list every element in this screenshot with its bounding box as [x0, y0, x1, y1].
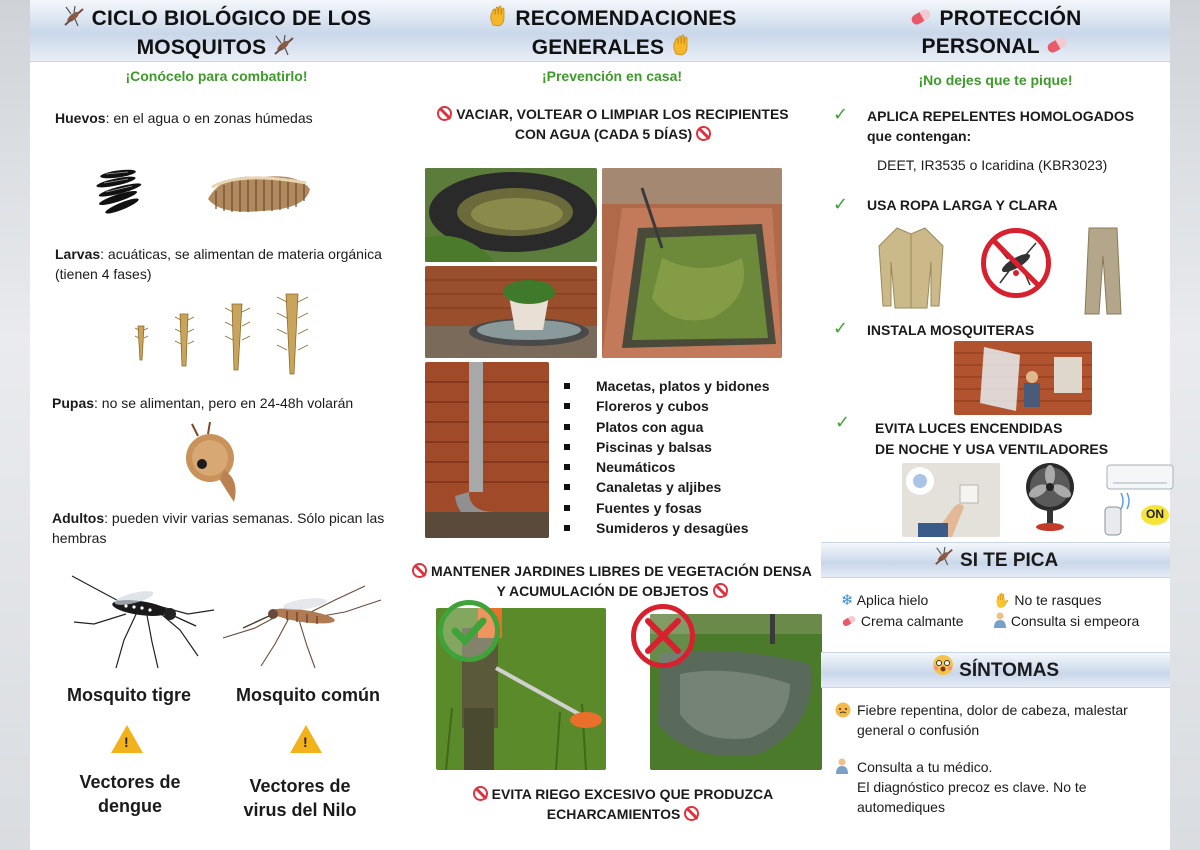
container-list-item: Neumáticos [564, 457, 814, 477]
snowflake-icon: ❄ [841, 592, 854, 609]
recommendations-column [403, 0, 821, 850]
light-switch-photo [902, 463, 1000, 537]
fan-image [1022, 461, 1078, 533]
recommendations-subtitle: ¡Prevención en casa! [541, 68, 683, 84]
adults-description: Adultos: pueden vivir varias semanas. Sólo pican las hembras [52, 510, 385, 546]
larvae-stages-image [122, 290, 312, 378]
long-shirt-image [877, 222, 945, 310]
flowerpot-plate-photo [425, 266, 597, 358]
personal-protection-subtitle: ¡No dejes que te pique! [918, 72, 1073, 88]
container-list-item: Macetas, platos y bidones [564, 376, 814, 396]
pill-icon [841, 612, 857, 632]
prohibited-icon [437, 106, 452, 121]
incorrect-cross-icon [631, 604, 695, 668]
prohibited-icon [684, 806, 699, 821]
prohibited-icon [412, 563, 427, 578]
bite-advice-cream: Crema calmante [841, 611, 1001, 632]
dizzy-face-icon [932, 653, 954, 689]
personal-protection-column [821, 0, 1170, 850]
mosquito-icon [933, 543, 955, 579]
eggs-image [88, 160, 160, 220]
correct-check-icon [438, 600, 500, 662]
raised-hand-icon [670, 34, 692, 63]
no-mosquito-icon [981, 228, 1051, 298]
tiger-mosquito-image [68, 570, 218, 670]
mosquito-net-heading: INSTALA MOSQUITERAS [867, 322, 1035, 338]
tiger-mosquito-label: Mosquito tigre [67, 685, 191, 705]
eggs-description: Huevos: en el agua o en zonas húmedas [55, 110, 313, 126]
life-cycle-column [30, 0, 403, 850]
see-doctor-advice: Consulta a tu médico. El diagnóstico precoz es clave. No te automediques [857, 759, 1087, 815]
larvae-description: Larvas: acuáticas, se alimentan de materia orgánica (tienen 4 fases) [55, 246, 382, 282]
doctor-icon [835, 758, 855, 779]
common-mosquito-image [215, 580, 385, 670]
life-cycle-title: CICLO BIOLÓGICO DE LOS MOSQUITOS [30, 5, 403, 63]
container-list-item: Piscinas y balsas [564, 437, 814, 457]
empty-containers-heading: VACIAR, VOLTEAR O LIMPIAR LOS RECIPIENTES CON AGUA (CADA 5 DÍAS) [413, 104, 813, 144]
air-conditioner-remote-image [1101, 463, 1177, 539]
recommendations-title: RECOMENDACIONES GENERALES [403, 5, 821, 63]
gutter-downspout-photo [425, 362, 549, 538]
container-list [564, 376, 814, 538]
lights-heading: EVITA LUCES ENCENDIDAS DE NOCHE Y USA VENTILADORES [875, 420, 1109, 457]
warning-icon: ! [111, 725, 143, 753]
hand-icon: ✋ [993, 592, 1011, 608]
tire-with-water-photo [425, 168, 597, 262]
pill-icon [1045, 34, 1069, 61]
infographic-page [30, 0, 1170, 850]
symptoms-title: SÍNTOMAS [959, 660, 1060, 682]
life-cycle-subtitle: ¡Conócelo para combatirlo! [125, 68, 308, 84]
irrigation-heading: EVITA RIEGO EXCESIVO QUE PRODUZCA ECHARCAMIENTOS [433, 784, 813, 824]
pill-icon [909, 6, 933, 33]
checkmark-icon: ✓ [833, 318, 849, 338]
checkmark-icon: ✓ [833, 104, 849, 124]
warning-icon: ! [290, 725, 322, 753]
if-bitten-header [821, 542, 1170, 578]
container-list-item: Canaletas y aljibes [564, 477, 814, 497]
bite-advice-consult: Consulta si empeora [993, 611, 1169, 633]
container-list-item: Floreros y cubos [564, 396, 814, 416]
personal-protection-title: PROTECCIÓN PERSONAL [821, 5, 1170, 61]
pupa-image [180, 420, 250, 506]
long-trousers-image [1083, 226, 1123, 316]
container-list-item: Platos con agua [564, 417, 814, 437]
mosquito-icon [62, 5, 86, 34]
clothing-heading: USA ROPA LARGA Y CLARA [867, 197, 1058, 213]
repellent-heading: APLICA REPELENTES HOMOLOGADOS que contengan: [867, 108, 1135, 144]
feverish-face-icon [835, 702, 855, 723]
garden-heading: MANTENER JARDINES LIBRES DE VEGETACIÓN DENSA Y ACUMULACIÓN DE OBJETOS [403, 561, 821, 601]
window-screen-photo [954, 341, 1092, 415]
if-bitten-title: SI TE PICA [960, 550, 1059, 572]
common-mosquito-label: Mosquito común [236, 685, 380, 705]
recommendations-header [403, 0, 821, 62]
raised-hand-icon [487, 5, 509, 34]
on-label: ON [1146, 507, 1164, 521]
pupae-description: Pupas: no se alimentan, pero en 24-48h volarán [52, 395, 354, 411]
tiger-vector-label: Vectores de dengue [79, 772, 181, 816]
checkmark-icon: ✓ [835, 412, 851, 432]
prohibited-icon [473, 786, 488, 801]
personal-protection-header [821, 0, 1170, 62]
bite-advice-no-scratch: ✋ No te rasques [993, 592, 1102, 608]
egg-raft-image [202, 165, 314, 221]
container-list-item: Sumideros y desagües [564, 518, 814, 538]
container-list-item: Fuentes y fosas [564, 498, 814, 518]
common-vector-label: Vectores de virus del Nilo [243, 776, 357, 820]
dirty-pool-photo [602, 168, 782, 358]
doctor-icon [993, 612, 1007, 633]
prohibited-icon [713, 583, 728, 598]
prohibited-icon [696, 126, 711, 141]
mosquito-icon [272, 34, 296, 63]
life-cycle-header [30, 0, 403, 62]
checkmark-icon: ✓ [833, 194, 849, 214]
symptoms-description: Fiebre repentina, dolor de cabeza, malestar general o confusión [857, 702, 1128, 738]
bite-advice-ice: ❄ Aplica hielo [841, 592, 929, 609]
repellent-ingredients: DEET, IR3535 o Icaridina (KBR3023) [877, 157, 1108, 173]
symptoms-header [821, 652, 1170, 688]
